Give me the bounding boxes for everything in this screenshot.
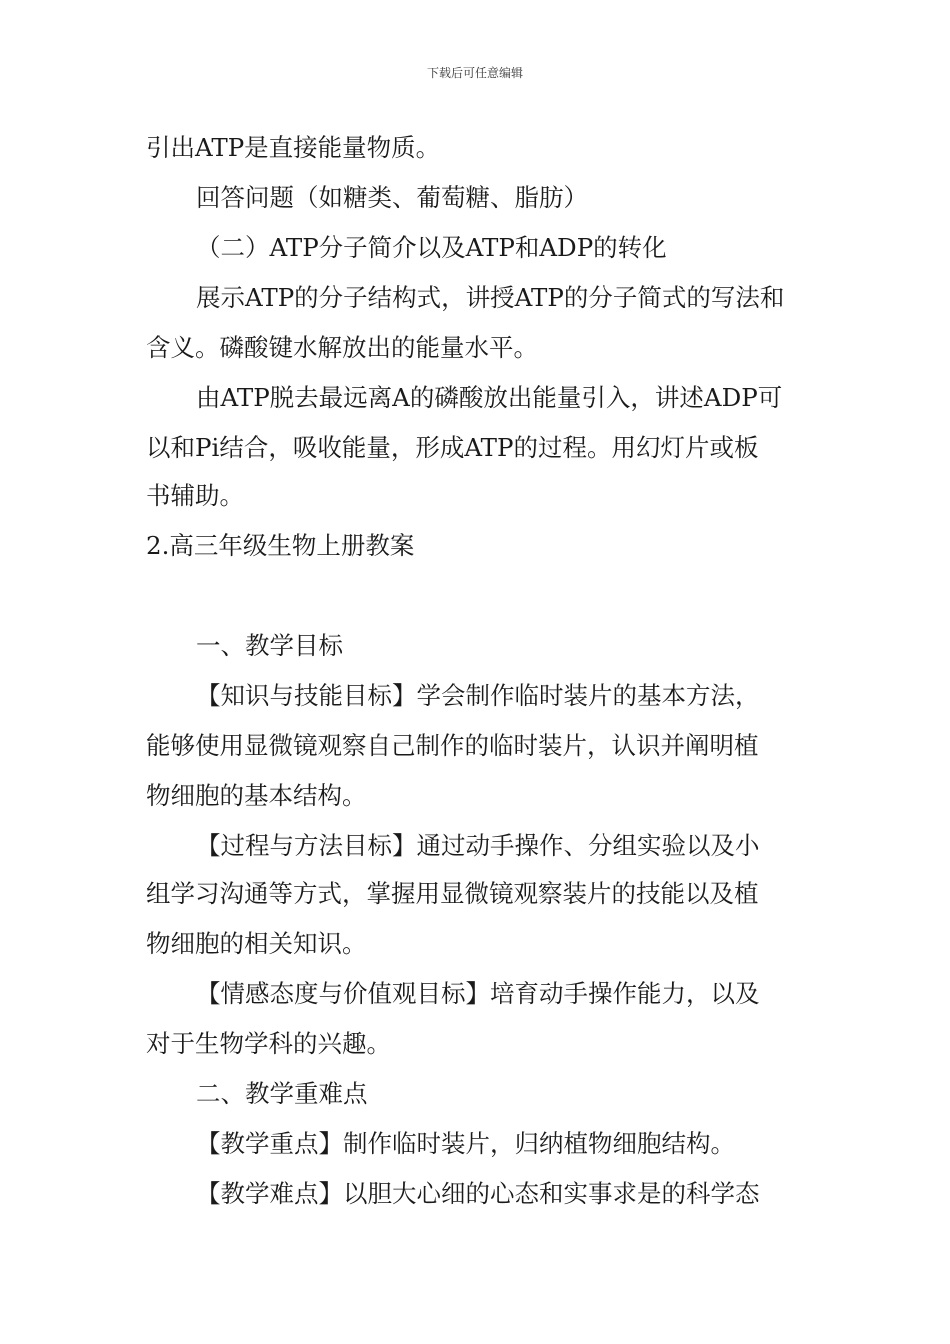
page-header: 下载后可任意编辑	[426, 66, 523, 80]
section-heading: 2.高三年级生物上册教案	[146, 531, 415, 560]
text-line: 回答问题（如糖类、葡萄糖、脂肪）	[196, 183, 588, 212]
text-line: 物细胞的相关知识。	[146, 929, 367, 958]
subsection-heading: 一、教学目标	[196, 631, 343, 660]
subsection-heading: 二、教学重难点	[196, 1079, 368, 1108]
text-line: 由ATP脱去最远离A的磷酸放出能量引入，讲述ADP可	[196, 383, 783, 412]
text-line: 书辅助。	[146, 481, 244, 510]
text-line: 以和Pi结合，吸收能量，形成ATP的过程。用幻灯片或板	[146, 433, 759, 462]
text-line: 【知识与技能目标】学会制作临时装片的基本方法，	[196, 681, 760, 710]
text-line: 物细胞的基本结构。	[146, 781, 367, 810]
text-line: 对于生物学科的兴趣。	[146, 1029, 391, 1058]
text-line: （二）ATP分子简介以及ATP和ADP的转化	[196, 233, 667, 262]
text-line: 【教学难点】以胆大心细的心态和实事求是的科学态	[196, 1179, 760, 1208]
text-line: 含义。磷酸键水解放出的能量水平。	[146, 333, 538, 362]
text-line: 组学习沟通等方式，掌握用显微镜观察装片的技能以及植	[146, 879, 759, 908]
text-line: 引出ATP是直接能量物质。	[146, 133, 441, 162]
text-line: 【过程与方法目标】通过动手操作、分组实验以及小	[196, 831, 760, 860]
text-line: 展示ATP的分子结构式，讲授ATP的分子简式的写法和	[196, 283, 785, 312]
text-line: 能够使用显微镜观察自己制作的临时装片，认识并阐明植	[146, 731, 759, 760]
text-line: 【教学重点】制作临时装片，归纳植物细胞结构。	[196, 1129, 735, 1158]
text-line: 【情感态度与价值观目标】培育动手操作能力，以及	[196, 979, 760, 1008]
